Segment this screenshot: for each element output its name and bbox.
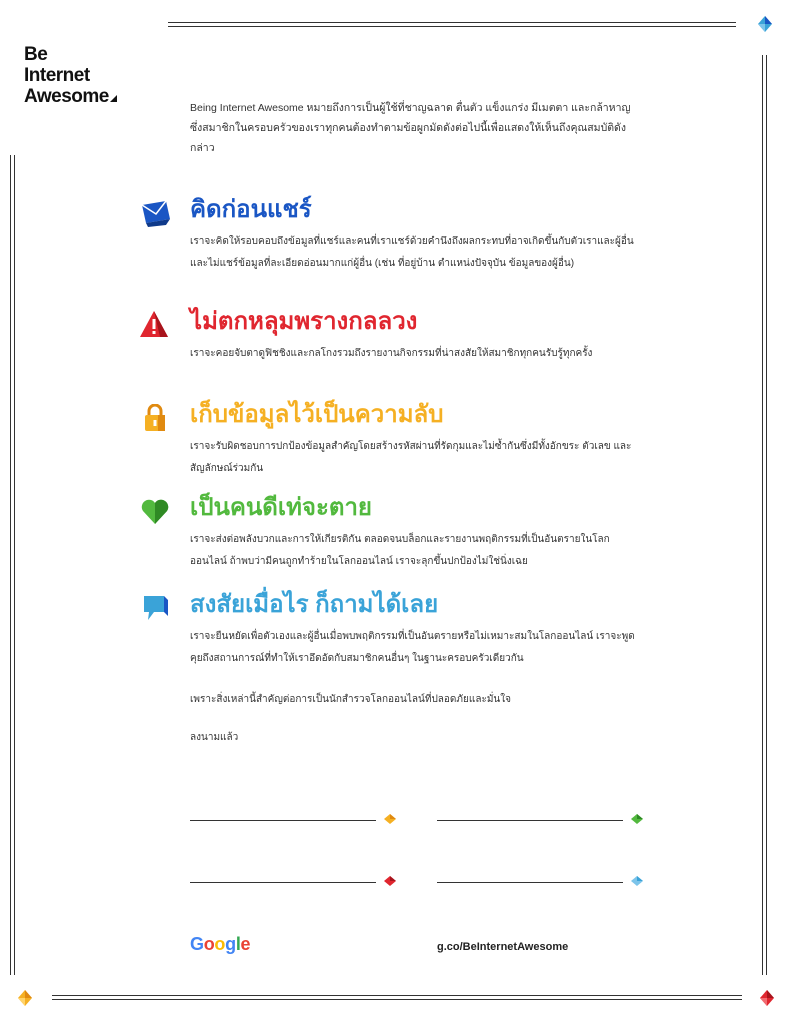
top-rule	[168, 26, 736, 27]
blue-gem-icon	[758, 16, 772, 32]
google-logo	[190, 934, 250, 955]
right-rule	[766, 55, 767, 975]
intro-paragraph: Being Internet Awesome หมายถึงการเป็นผู้ใช้ที่ชาญฉลาด ตื่นตัว แข็งแกร่ง มีเมตตา และกล้าหาญซึ่งสมาชิกในครอบครัวของเราทุกคนต้องทำตามข้อผูกมัดดังต่อไปนี้เพื่อแสดงให้เห็นถึงคุณสมบัติดังกล่าว	[190, 102, 631, 154]
speech-bubble-icon	[140, 594, 172, 622]
left-rule	[14, 155, 15, 975]
google-logo-letter: l	[235, 934, 241, 954]
warning-icon	[140, 311, 172, 339]
section-title: คิดก่อนแชร์	[190, 196, 312, 223]
section-title: ไม่ตกหลุมพรางกลลวง	[190, 308, 418, 335]
padlock-icon	[140, 404, 172, 432]
closing-statement: เพราะสิ่งเหล่านี้สำคัญต่อการเป็นนักสำรวจโลกออนไลน์ที่ปลอดภัยและมั่นใจ	[190, 694, 511, 705]
left-rule	[10, 155, 11, 975]
google-logo-letter: o	[203, 934, 215, 954]
signature-line[interactable]	[437, 882, 623, 883]
section-body: เราจะคิดให้รอบคอบถึงข้อมูลที่แชร์และคนที่เราแชร์ด้วยคำนึงถึงผลกระทบที่อาจเกิดขึ้นกับตัวเราและผู้อื่น และไม่แชร์ข้อมูลที่ละเอียดอ่อนมากแก่ผู้อื่น (เช่น ที่อยู่บ้าน ตำแหน่งปัจจุบัน ข้อมูลของผู้อื่น)	[190, 236, 634, 269]
logo-line-3: Awesome	[24, 86, 109, 107]
signed-label: ลงนามแล้ว	[190, 732, 239, 743]
heart-icon	[140, 497, 172, 525]
signature-line[interactable]	[437, 820, 623, 821]
google-logo-letter: o	[214, 934, 226, 954]
section-title: สงสัยเมื่อไร ก็ถามได้เลย	[190, 591, 439, 618]
google-logo-letter: e	[240, 934, 251, 954]
top-rule	[168, 22, 736, 23]
signature-line[interactable]	[190, 882, 376, 883]
red-gem-icon	[384, 876, 396, 886]
right-rule	[762, 55, 763, 975]
section-body: เราจะส่งต่อพลังบวกและการให้เกียรติกัน ตลอดจนบล็อกและรายงานพฤติกรรมที่เป็นอันตรายในโลกออนไลน์ ถ้าพบว่ามีคนถูกทำร้ายในโลกออนไลน์ เราจะลุกขึ้นปกป้องไม่ใช่นิ่งเฉย	[190, 534, 610, 567]
section-title: เป็นคนดีเท่จะตาย	[190, 494, 372, 521]
yellow-gem-icon	[384, 814, 396, 824]
footer-url[interactable]: g.co/BeInternetAwesome	[437, 941, 569, 953]
section-body: เราจะยืนหยัดเพื่อตัวเองและผู้อื่นเมื่อพบพฤติกรรมที่เป็นอันตรายหรือไม่เหมาะสมในโลกออนไลน์ เราจะพูดคุยถึงสถานการณ์ที่ทำให้เราอึดอัดกับสมาชิกคนอื่นๆ ในฐานะครอบครัวเดียวกัน	[190, 631, 635, 664]
envelope-icon	[140, 199, 172, 227]
bottom-rule	[52, 999, 742, 1000]
signature-line[interactable]	[190, 820, 376, 821]
section-body: เราจะรับผิดชอบการปกป้องข้อมูลสำคัญโดยสร้างรหัสผ่านที่รัดกุมและไม่ซ้ำกันซึ่งมีทั้งอักขระ ตัวเลข และสัญลักษณ์ร่วมกัน	[190, 441, 632, 474]
green-gem-icon	[631, 814, 643, 824]
logo-line-1: Be	[24, 44, 48, 65]
google-logo-letter: G	[190, 934, 204, 954]
google-logo-letter: g	[225, 934, 236, 954]
yellow-gem-icon	[18, 990, 32, 1006]
blue-gem-icon	[631, 876, 643, 886]
bottom-rule	[52, 995, 742, 996]
logo-triangle-icon	[110, 95, 117, 102]
be-internet-awesome-logo	[24, 44, 117, 107]
red-gem-icon	[760, 990, 774, 1006]
section-title: เก็บข้อมูลไว้เป็นความลับ	[190, 401, 444, 428]
section-body: เราจะคอยจับตาดูฟิชชิงและกลโกงรวมถึงรายงานกิจกรรมที่น่าสงสัยให้สมาชิกทุกคนรับรู้ทุกครั้ง	[190, 348, 593, 359]
logo-line-2: Internet	[24, 65, 90, 86]
